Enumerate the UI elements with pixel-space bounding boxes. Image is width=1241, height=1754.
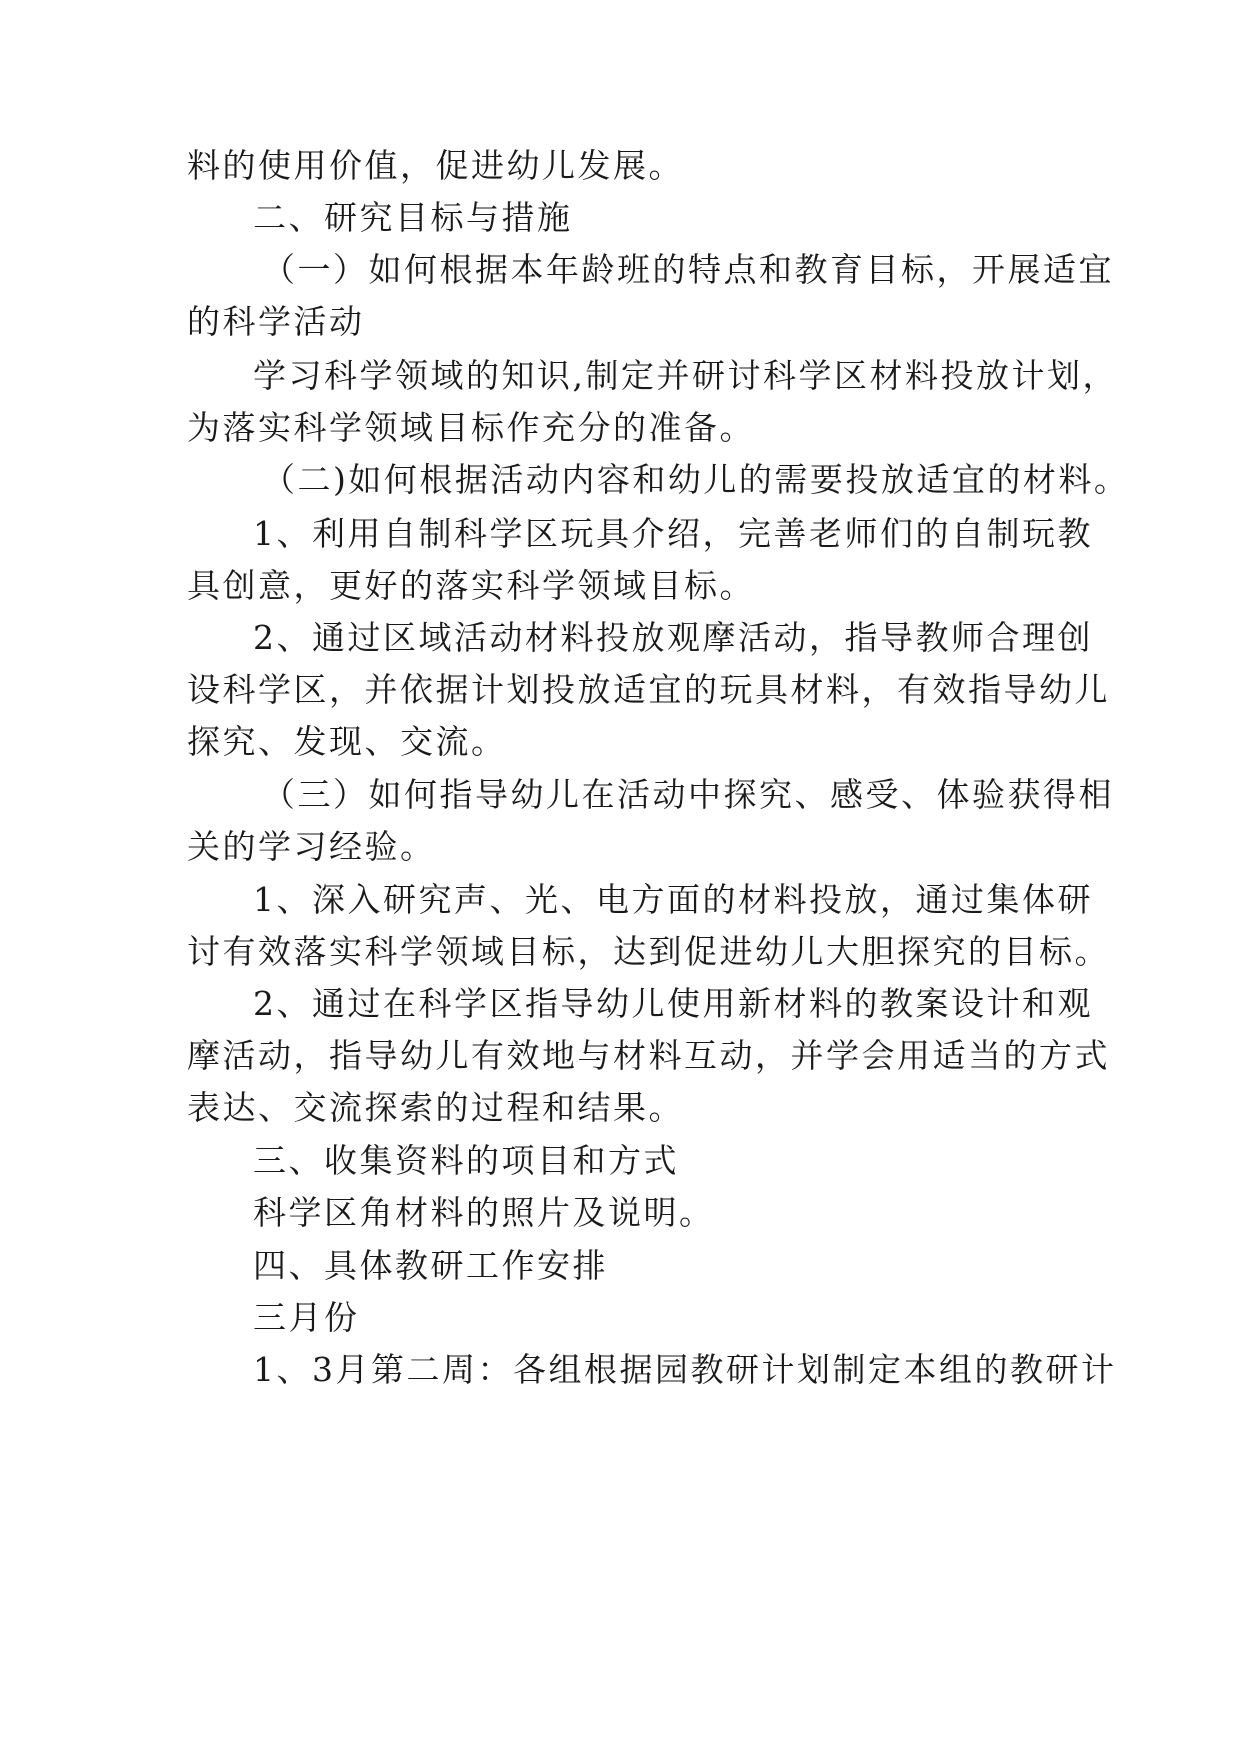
month-heading: 三月份 xyxy=(253,1298,360,1337)
subsection-heading-continued: 的科学活动 xyxy=(187,302,365,341)
section-heading: 二、研究目标与措施 xyxy=(253,198,573,237)
list-item: 1、3月第二周：各组根据园教研计划制定本组的教研计 xyxy=(253,1350,1117,1389)
list-item-continued: 具创意，更好的落实科学领域目标。 xyxy=(187,566,755,605)
list-item-continued: 设科学区，并依据计划投放适宜的玩具材料，有效指导幼儿 xyxy=(187,670,1110,709)
list-item: 1、利用自制科学区玩具介绍，完善老师们的自制玩教 xyxy=(253,514,1093,553)
section-heading: 四、具体教研工作安排 xyxy=(253,1246,608,1285)
list-item-continued: 讨有效落实科学领域目标，达到促进幼儿大胆探究的目标。 xyxy=(187,932,1110,971)
subsection-heading: （三）如何指导幼儿在活动中探究、感受、体验获得相 xyxy=(262,775,1114,814)
paragraph-line: 料的使用价值，促进幼儿发展。 xyxy=(187,146,684,185)
paragraph-line: 科学区角材料的照片及说明。 xyxy=(253,1193,715,1232)
paragraph-line: 为落实科学领域目标作充分的准备。 xyxy=(187,408,755,447)
subsection-heading-continued: 关的学习经验。 xyxy=(187,827,436,866)
subsection-heading: （二)如何根据活动内容和幼儿的需要投放适宜的材料。 xyxy=(262,460,1130,499)
subsection-heading: （一）如何根据本年龄班的特点和教育目标，开展适宜 xyxy=(262,250,1114,289)
list-item: 2、通过区域活动材料投放观摩活动，指导教师合理创 xyxy=(253,618,1093,657)
list-item: 2、通过在科学区指导幼儿使用新材料的教案设计和观 xyxy=(253,984,1093,1023)
list-item-continued: 表达、交流探索的过程和结果。 xyxy=(187,1088,684,1127)
list-item-continued: 摩活动，指导幼儿有效地与材料互动，并学会用适当的方式 xyxy=(187,1036,1110,1075)
list-item-continued: 探究、发现、交流。 xyxy=(187,722,507,761)
section-heading: 三、收集资料的项目和方式 xyxy=(253,1141,679,1180)
list-item: 1、深入研究声、光、电方面的材料投放，通过集体研 xyxy=(253,880,1093,919)
paragraph-line: 学习科学领域的知识,制定并研讨科学区材料投放计划， xyxy=(253,356,1118,395)
